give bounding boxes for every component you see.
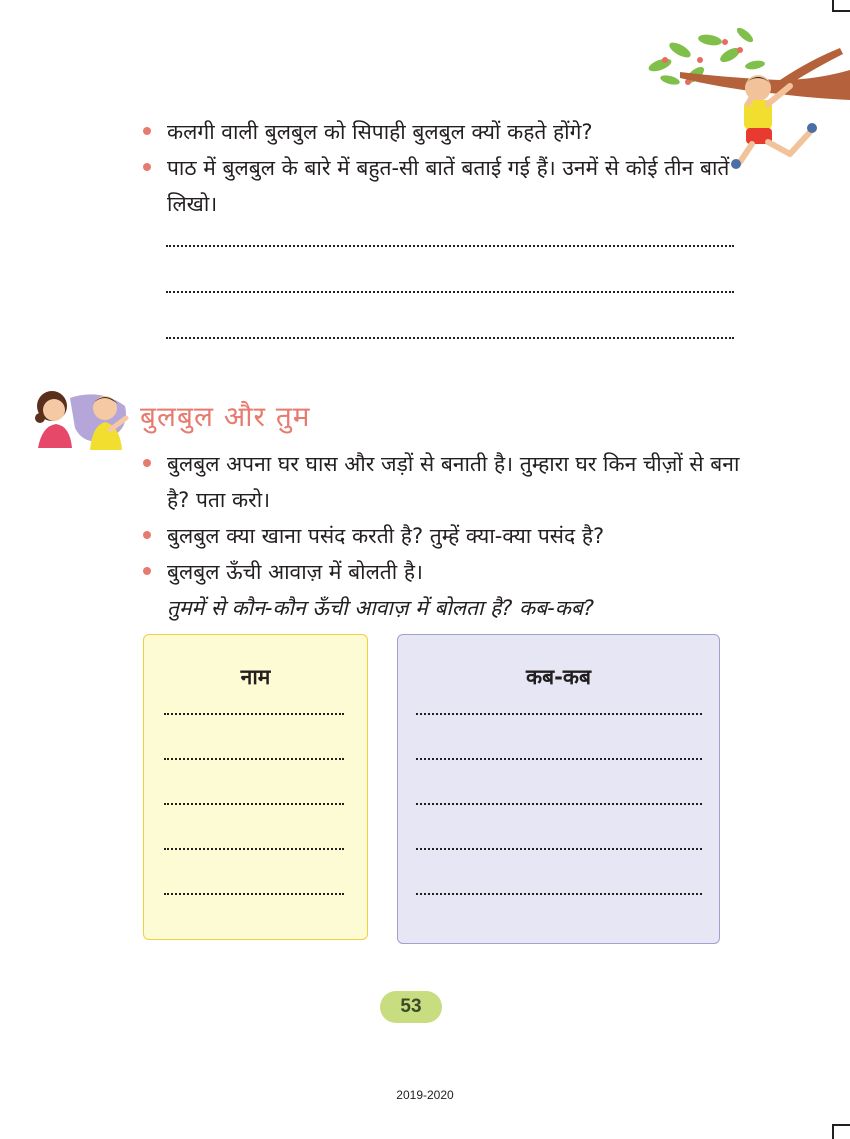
- name-column-header: नाम: [240, 665, 271, 689]
- answer-line-3[interactable]: [166, 337, 734, 339]
- bullet: [143, 459, 151, 467]
- section-title: बुलबुल और तुम: [140, 400, 311, 433]
- page-number: 53: [380, 991, 442, 1023]
- bullet: [143, 531, 151, 539]
- section-question-1: [143, 446, 753, 518]
- bullet: [143, 127, 151, 135]
- when-column-header: कब-कब: [526, 665, 591, 689]
- question-2: [143, 150, 753, 222]
- when-answer-line[interactable]: [416, 713, 702, 715]
- question-text: कलगी वाली बुलबुल को सिपाही बुलबुल क्यों कहते होंगे?: [167, 120, 593, 144]
- question-text: पाठ में बुलबुल के बारे में बहुत-सी बातें बताई गई हैं। उनमें से कोई तीन बातें लिखो।: [167, 156, 730, 216]
- section-question-3: [143, 554, 753, 590]
- when-answer-line[interactable]: [416, 893, 702, 895]
- name-answer-line[interactable]: [164, 803, 344, 805]
- name-answer-line[interactable]: [164, 848, 344, 850]
- answer-line-2[interactable]: [166, 291, 734, 293]
- when-column-box: [397, 634, 720, 944]
- section-question-2: [143, 518, 753, 554]
- answer-line-1[interactable]: [166, 245, 734, 247]
- when-answer-line[interactable]: [416, 803, 702, 805]
- question-text: बुलबुल ऊँची आवाज़ में बोलती है।: [167, 560, 423, 584]
- when-answer-line[interactable]: [416, 848, 702, 850]
- italic-prompt: [143, 590, 753, 626]
- year-footer: 2019-2020: [396, 1088, 454, 1102]
- question-text: बुलबुल अपना घर घास और जड़ों से बनाती है। तुम्हारा घर किन चीज़ों से बना है? पता करो।: [167, 452, 740, 512]
- crop-mark-bottom-right-h: [834, 1124, 850, 1126]
- children-talking-illustration: [30, 378, 135, 450]
- bullet: [143, 163, 151, 171]
- question-1: [143, 114, 753, 150]
- italic-prompt-text: तुममें से कौन-कौन ऊँची आवाज़ में बोलता है? कब-कब?: [167, 596, 595, 620]
- crop-mark-top-right-h: [834, 10, 850, 12]
- bullet: [143, 567, 151, 575]
- name-column-box: [143, 634, 368, 940]
- crop-mark-bottom-right: [832, 1124, 834, 1139]
- when-answer-line[interactable]: [416, 758, 702, 760]
- question-text: बुलबुल क्या खाना पसंद करती है? तुम्हें क्या-क्या पसंद है?: [167, 524, 605, 548]
- name-answer-line[interactable]: [164, 713, 344, 715]
- name-answer-line[interactable]: [164, 893, 344, 895]
- name-answer-line[interactable]: [164, 758, 344, 760]
